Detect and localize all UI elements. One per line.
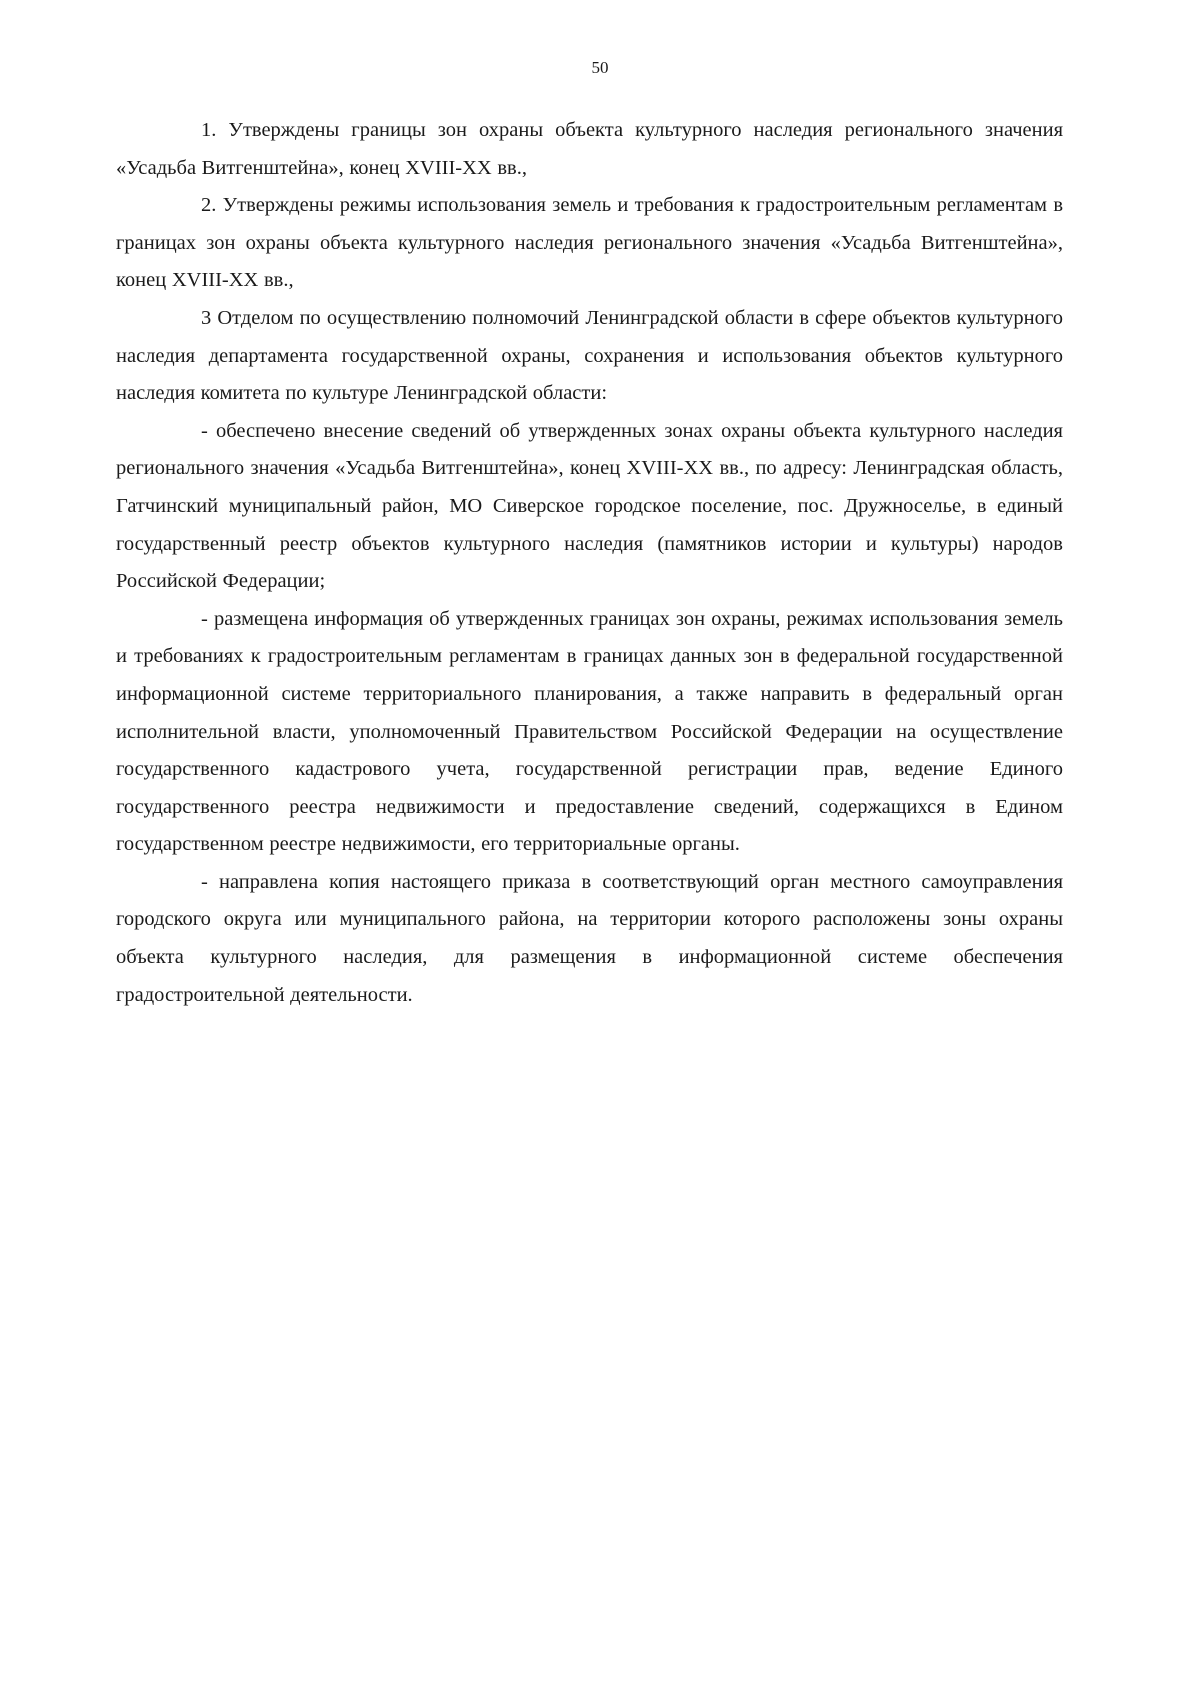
paragraph-registry-entry: - обеспечено внесение сведений об утвержденных зонах охраны объекта культурного наследия регионального значения «Усадьба Витгенштейна», конец XVIII-XX вв., по адресу: Ленинградская область, Гатчинский муниципальный район, МО Сиверское городское поселение, пос. Дружноселье, в единый государственный реестр объектов культурного наследия (памятников истории и культуры) народов Российской Федерации; xyxy=(116,419,1063,593)
page-number: 50 xyxy=(591,58,609,77)
document-body xyxy=(116,112,1063,1014)
paragraph-land-use-regimes: 2. Утверждены режимы использования земель и требования к градостроительным регламентам в границах зон охраны объекта культурного наследия регионального значения «Усадьба Витгенштейна», конец XVIII-XX вв., xyxy=(116,194,1063,292)
paragraph-copy-sent: - направлена копия настоящего приказа в соответствующий орган местного самоуправления городского округа или муниципального района, на территории которого расположены зоны охраны объекта культурного наследия, для размещения в информационной системе обеспечения градостроительной деятельности. xyxy=(116,870,1063,1006)
paragraph-department-actions: 3 Отделом по осуществлению полномочий Ленинградской области в сфере объектов культурного наследия департамента государственной охраны, сохранения и использования объектов культурного наследия комитета по культуре Ленинградской области: xyxy=(116,306,1063,405)
paragraph-boundaries-approved: 1. Утверждены границы зон охраны объекта культурного наследия регионального значения «Усадьба Витгенштейна», конец XVIII-XX вв., xyxy=(116,119,1063,179)
paragraph-information-posted: - размещена информация об утвержденных границах зон охраны, режимах использования земель и требованиях к градостроительным регламентам в границах данных зон в федеральной государственной информационной системе территориального планирования, а также направить в федеральный орган исполнительной власти, уполномоченный Правительством Российской Федерации на осуществление государственного кадастрового учета, государственной регистрации прав, ведение Единого государственного реестра недвижимости и предоставление сведений, содержащихся в Едином государственном реестре недвижимости, его территориальные органы. xyxy=(116,607,1063,856)
